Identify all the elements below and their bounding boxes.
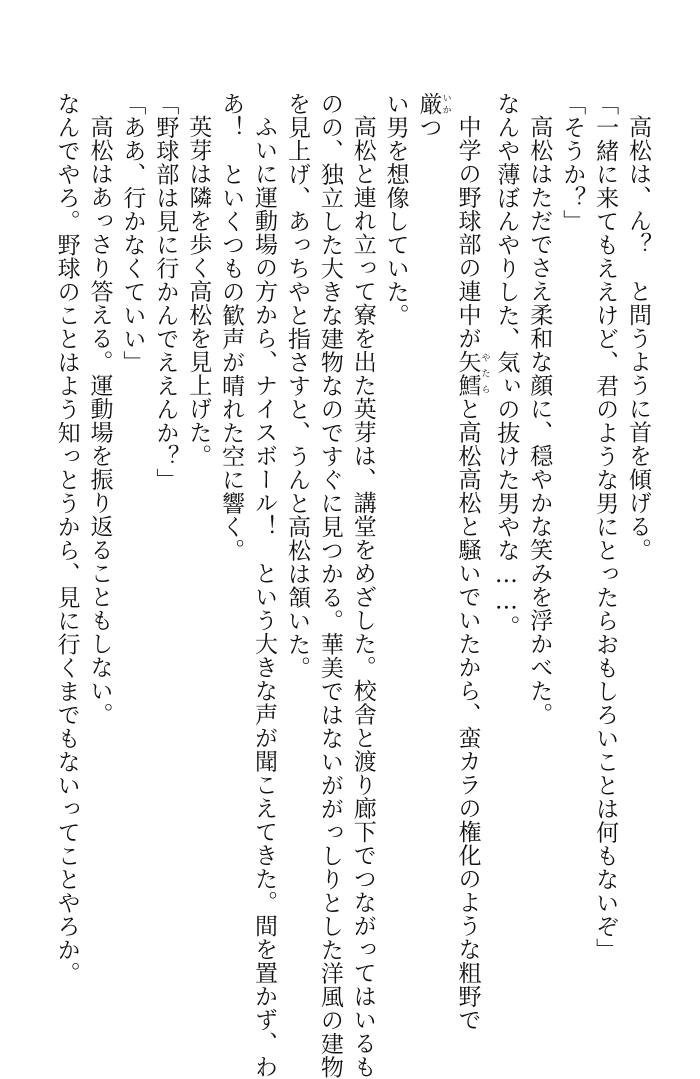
text-line	[412, 92, 451, 972]
ruby-reading: いか	[440, 92, 451, 116]
text-line: 英芽は隣を歩く高松を見上げた。	[185, 115, 212, 468]
text-line: 高松はただでさえ柔和な顔に、穏やかな笑みを浮かべた。	[526, 115, 553, 726]
text-segment: 中学の野球部の連中が	[454, 115, 481, 350]
ruby-reading: やたら	[479, 350, 490, 397]
text-line: のの、独立した大きな建物なのですぐに見つかる。華美ではないががっしりとした洋風の建物	[316, 92, 343, 1079]
ruby-annotation	[415, 92, 451, 116]
vertical-text-body	[34, 92, 654, 1079]
text-line: 「一緒に来てもええけど、君のような男にとったらおもしろいことは何もないぞ」	[592, 92, 619, 962]
text-segment: つ	[415, 115, 442, 139]
text-line: 「そうか？」	[559, 92, 586, 233]
text-line: 高松は、ん？ と問うように首を傾げる。	[625, 115, 651, 562]
text-line: い男を想像していた。	[382, 92, 409, 327]
ruby-annotation	[454, 350, 490, 397]
text-line: なんでやろ。野球のことはよう知っとうから、見に行くまでもないってことやろか。	[53, 92, 80, 985]
text-line: あ！ といくつもの歓声が晴れた空に響く。	[218, 92, 245, 562]
ruby-base: 矢鱈	[454, 350, 481, 397]
text-line: ふいに運動場の方から、ナイスボール！ という大きな声が聞こえてきた。間を置かず、わ	[251, 115, 278, 1079]
text-line: 「野球部は見に行かんでええんか？」	[152, 92, 179, 492]
text-line: 「ああ、行かなくていい」	[119, 92, 146, 374]
text-line	[451, 92, 490, 1032]
text-line: を見上げ、あっちやと指さすと、うんと高松は頷いた。	[283, 92, 310, 680]
text-line: 高松と連れ立って寮を出た英芽は、講堂をめざした。校舎と渡り廊下でつながってはいるも	[349, 115, 376, 1079]
ruby-base: 厳	[415, 92, 442, 116]
text-line: 高松はあっさり答える。運動場を振り返ることもしない。	[86, 115, 113, 726]
text-line: なんや薄ぼんやりした、気ぃの抜けた男やな……。	[493, 92, 520, 639]
text-segment: と高松高松と騒いでいたから、蛮カラの権化のような粗野で	[454, 397, 481, 1032]
